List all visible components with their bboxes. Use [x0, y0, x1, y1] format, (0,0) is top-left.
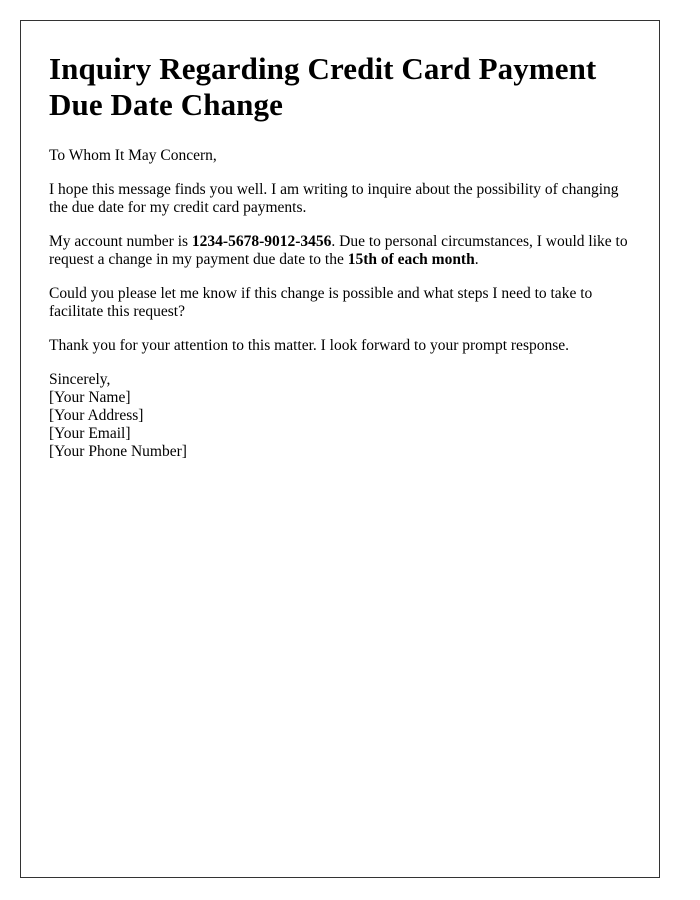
intro-paragraph: I hope this message finds you well. I am writing to inquire about the possibility of changing the due date for my credit card payments. — [49, 181, 619, 216]
request-text: . Due to personal circumstances, I would like to request a change in my payment due date to the — [49, 233, 628, 268]
question-paragraph: Could you please let me know if this change is possible and what steps I need to take to facilitate this request? — [49, 285, 593, 320]
account-paragraph — [49, 233, 639, 269]
signature-name: [Your Name] — [49, 389, 131, 406]
signature-block — [49, 371, 639, 461]
account-number: 1234-5678-9012-3456 — [191, 233, 332, 250]
thanks-paragraph: Thank you for your attention to this matter. I look forward to your prompt response. — [49, 337, 570, 354]
signature-email: [Your Email] — [49, 425, 131, 442]
letter-title: Inquiry Regarding Credit Card Payment Due Date Change — [49, 51, 597, 122]
closing-line: Sincerely, — [49, 371, 111, 388]
account-paragraph-end: . — [474, 251, 479, 268]
requested-due-date: 15th of each month — [347, 251, 475, 268]
letter-content — [49, 51, 639, 461]
signature-address: [Your Address] — [49, 407, 144, 424]
salutation: To Whom It May Concern, — [49, 147, 217, 164]
account-intro-text: My account number is — [49, 233, 192, 250]
letter-page — [20, 20, 660, 878]
signature-phone: [Your Phone Number] — [49, 443, 187, 460]
